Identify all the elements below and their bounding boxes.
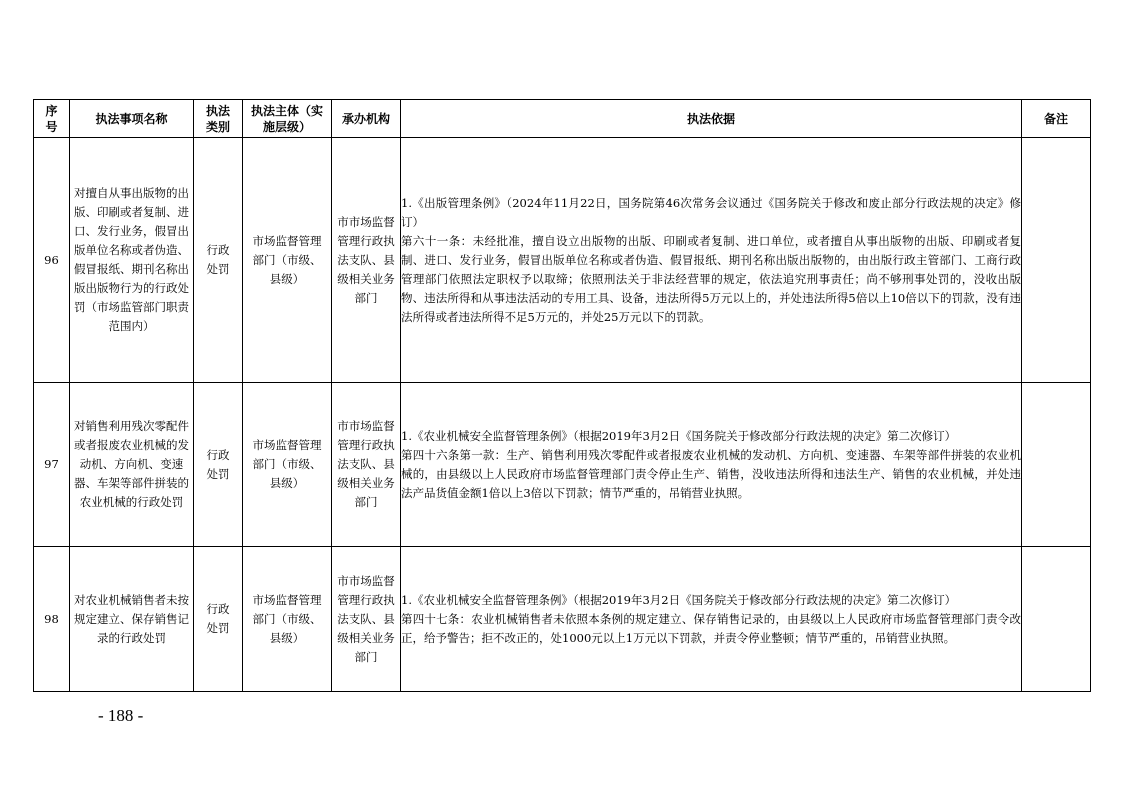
enforcement-type: 行政处罚 [194, 547, 243, 692]
note-cell [1022, 547, 1091, 692]
header-item-name: 执法事项名称 [70, 100, 194, 138]
enforcement-type: 行政处罚 [194, 138, 243, 383]
table-row [34, 138, 1091, 383]
header-note: 备注 [1022, 100, 1091, 138]
enforcement-subject: 市场监督管理部门（市级、县级） [243, 547, 332, 692]
legal-basis-source: 1.《农业机械安全监督管理条例》（根据2019年3月2日《国务院关于修改部分行政法规的决定》第二次修订） [401, 592, 957, 607]
table-header-row [34, 100, 1091, 138]
legal-basis-source: 1.《出版管理条例》（2024年11月22日，国务院第46次常务会议通过《国务院关于修改和废止部分行政法规的决定》修订） [401, 195, 1021, 229]
item-name: 对擅自从事出版物的出版、印刷或者复制、进口、发行业务，假冒出版单位名称或者伪造、假冒报纸、期刊名称出版出版物行为的行政处罚（市场监管部门职责范围内） [70, 138, 194, 383]
item-name: 对农业机械销售者未按规定建立、保存销售记录的行政处罚 [70, 547, 194, 692]
legal-basis [401, 138, 1022, 383]
legal-basis [401, 547, 1022, 692]
legal-basis-article: 第四十七条：农业机械销售者未依照本条例的规定建立、保存销售记录的，由县级以上人民政府市场监督管理部门责令改正，给予警告；拒不改正的，处1000元以上1万元以下罚款，并责令停业整顿；情节严重的，吊销营业执照。 [401, 611, 1021, 645]
header-subject: 执法主体（实施层级） [243, 100, 332, 138]
legal-basis [401, 383, 1022, 547]
row-number: 97 [34, 383, 70, 547]
item-name: 对销售利用残次零配件或者报废农业机械的发动机、方向机、变速器、车架等部件拼装的农业机械的行政处罚 [70, 383, 194, 547]
header-type: 执法类别 [194, 100, 243, 138]
handling-org: 市市场监督管理行政执法支队、县级相关业务部门 [332, 383, 401, 547]
legal-basis-article: 第四十六条第一款：生产、销售利用残次零配件或者报废农业机械的发动机、方向机、变速器、车架等部件拼装的农业机械的，由县级以上人民政府市场监督管理部门责令停止生产、销售，没收违法所得和违法生产、销售的农业机械，并处违法产品货值金额1倍以上3倍以下罚款；情节严重的，吊销营业执照。 [401, 447, 1021, 500]
note-cell [1022, 138, 1091, 383]
header-basis: 执法依据 [401, 100, 1022, 138]
enforcement-type: 行政处罚 [194, 383, 243, 547]
page-number: - 188 - [98, 706, 144, 725]
header-org: 承办机构 [332, 100, 401, 138]
table-row [34, 547, 1091, 692]
handling-org: 市市场监督管理行政执法支队、县级相关业务部门 [332, 138, 401, 383]
enforcement-subject: 市场监督管理部门（市级、县级） [243, 383, 332, 547]
enforcement-subject: 市场监督管理部门（市级、县级） [243, 138, 332, 383]
row-number: 96 [34, 138, 70, 383]
enforcement-items-table [33, 99, 1091, 692]
handling-org: 市市场监督管理行政执法支队、县级相关业务部门 [332, 547, 401, 692]
row-number: 98 [34, 547, 70, 692]
note-cell [1022, 383, 1091, 547]
header-no: 序号 [34, 100, 70, 138]
legal-basis-source: 1.《农业机械安全监督管理条例》（根据2019年3月2日《国务院关于修改部分行政法规的决定》第二次修订） [401, 428, 957, 443]
legal-basis-article: 第六十一条：未经批准，擅自设立出版物的出版、印刷或者复制、进口单位，或者擅自从事出版物的出版、印刷或者复制、进口、发行业务，假冒出版单位名称或者伪造、假冒报纸、期刊名称出版出版物的，由出版行政主管部门、工商行政管理部门依照法定职权予以取缔；依照刑法关于非法经营罪的规定，依法追究刑事责任；尚不够刑事处罚的，没收出版物、违法所得和从事违法活动的专用工具、设备，违法所得5万元以上的，并处违法所得5倍以上10倍以下的罚款，没有违法所得或者违法所得不足5万元的，并处25万元以下的罚款。 [401, 233, 1021, 324]
table-row [34, 383, 1091, 547]
